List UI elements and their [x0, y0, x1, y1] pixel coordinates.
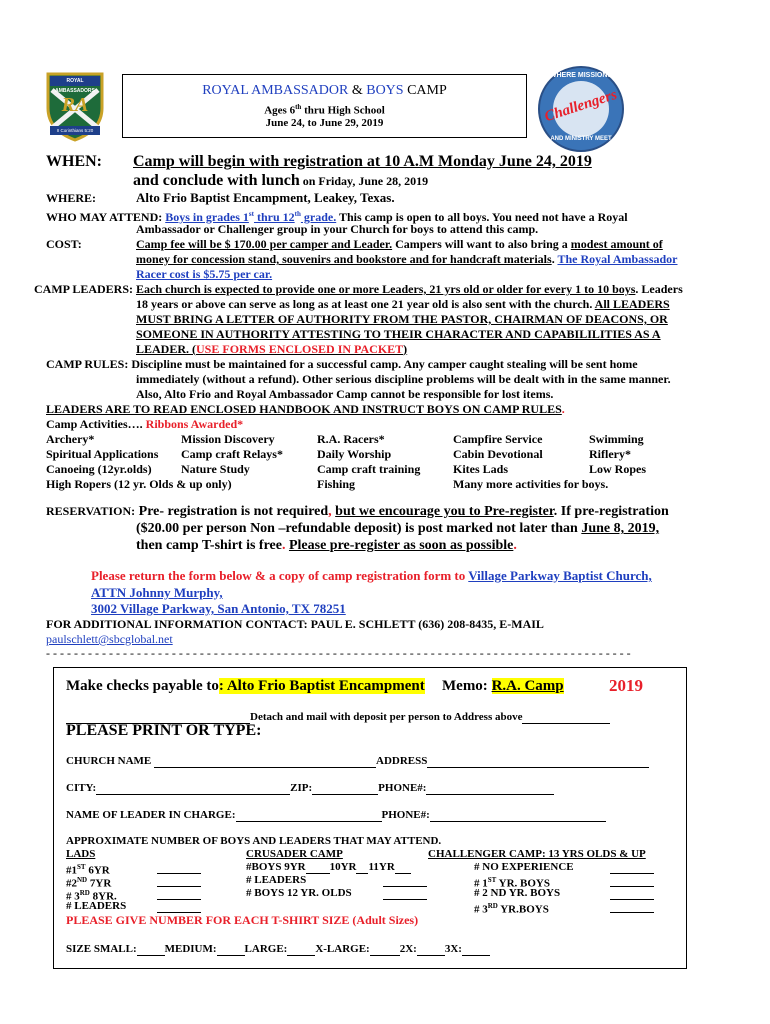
- sizes-row: SIZE SMALL: MEDIUM: LARGE: X-LARGE: 2X: 3X:: [66, 942, 490, 956]
- lads-count-field[interactable]: [157, 899, 201, 913]
- rules-line2: immediately (without a refund). Other serious discipline problems will be dealt with in the same manner.: [136, 372, 671, 386]
- size-xlarge-field[interactable]: [370, 955, 400, 956]
- reservation-line1: RESERVATION: Pre- registration is not required, but we encourage you to Pre-register. If pre-registration: [46, 504, 669, 519]
- challenger-header: CHALLENGER CAMP: 13 YRS OLDS & UP: [428, 848, 646, 860]
- challengers-logo: [536, 64, 626, 154]
- address-field[interactable]: [427, 767, 649, 768]
- lads-header: LADS: [66, 848, 96, 860]
- who-line1: WHO MAY ATTEND: Boys in grades 1st thru 12th grade. This camp is open to all boys. You need not have a Royal: [46, 210, 628, 224]
- leader-name-field[interactable]: [236, 821, 382, 822]
- leader-phone-field[interactable]: [430, 821, 606, 822]
- city-zip-phone-row: CITY: ZIP: PHONE#:: [66, 781, 554, 795]
- who-line2: Ambassador or Challenger group in your Church for boys to attend this camp.: [136, 222, 539, 236]
- rules-handbook: LEADERS ARE TO READ ENCLOSED HANDBOOK AND INSTRUCT BOYS ON CAMP RULES.: [46, 402, 565, 416]
- when-line2: and conclude with lunch on Friday, June 28, 2019: [133, 172, 429, 189]
- rules-line3: Also, Alto Frio and Royal Ambassador Camp cannot be responsible for lost items.: [136, 387, 554, 401]
- size-3x-field[interactable]: [462, 955, 490, 956]
- leaders-line4: SOMEONE IN AUTHORITY ATTESTING TO THEIR CHARACTER AND CAPABILILITIES AS A: [136, 327, 661, 341]
- cost-label: COST:: [46, 237, 82, 251]
- lads-row: # 3RD 8YR.: [66, 889, 117, 903]
- return-address: 3002 Village Parkway, San Antonio, TX 78251: [91, 601, 346, 616]
- rules-line1: CAMP RULES: Discipline must be maintained for a successful camp. Any camper caught stealing will be sent home: [46, 357, 638, 371]
- logo-right-script: Challengers: [542, 86, 619, 126]
- memo-line: Memo: R.A. Camp: [442, 678, 564, 694]
- reservation-line3: then camp T-shirt is free. Please pre-register as soon as possible.: [136, 538, 517, 553]
- challenger-count-field[interactable]: [610, 886, 654, 900]
- form-year: 2019: [609, 676, 643, 695]
- contact-email[interactable]: paulschlett@sbcglobal.net: [46, 632, 173, 646]
- phone-field[interactable]: [426, 794, 554, 795]
- logo-right-top-text: WHERE MISSIONS: [549, 72, 613, 79]
- lads-count-field[interactable]: [157, 873, 201, 887]
- return-line2: ATTN Johnny Murphy,: [91, 585, 223, 600]
- lads-count-field[interactable]: [157, 860, 201, 874]
- tshirt-heading: PLEASE GIVE NUMBER FOR EACH T-SHIRT SIZE (Adult Sizes): [66, 913, 419, 927]
- where-label: WHERE:: [46, 191, 97, 205]
- crusader-row: #BOYS 9YR 10YR 11YR: [246, 860, 411, 874]
- reservation-line2: ($20.00 per person Non –refundable deposit) is post marked not later than June 8, 2019,: [136, 521, 660, 536]
- when-label: WHEN:: [46, 153, 102, 170]
- size-small-field[interactable]: [137, 955, 165, 956]
- logo-left-bottom-text: II Corinthians 5:20: [56, 128, 94, 133]
- challenger-row: # 1ST YR. BOYS: [474, 876, 550, 890]
- crusader-row: # BOYS 12 YR. OLDS: [246, 887, 352, 899]
- zip-field[interactable]: [312, 794, 378, 795]
- size-large-field[interactable]: [287, 955, 315, 956]
- challenger-count-field[interactable]: [610, 899, 654, 913]
- challenger-row: # NO EXPERIENCE: [474, 861, 574, 873]
- crusader-row: # LEADERS: [246, 874, 307, 886]
- church-name-field[interactable]: [154, 767, 376, 768]
- challenger-count-field[interactable]: [610, 873, 654, 887]
- activities-title: Camp Activities…. Ribbons Awarded*: [46, 417, 244, 431]
- cost-line1: Camp fee will be $ 170.00 per camper and Leader. Campers will want to also bring a modest amount of: [136, 237, 663, 251]
- lads-row: #1ST 6YR: [66, 863, 110, 877]
- crusader-header: CRUSADER CAMP: [246, 848, 343, 860]
- crusader-count-field[interactable]: [383, 873, 427, 887]
- where-text: Alto Frio Baptist Encampment, Leakey, Texas.: [136, 190, 395, 205]
- when-line1: Camp will begin with registration at 10 A.M Monday June 24, 2019: [133, 153, 592, 170]
- lads-row: #2ND 7YR: [66, 876, 112, 890]
- detach-line: Detach and mail with deposit per person to Address above: [66, 710, 610, 724]
- leaders-line5: LEADER. (USE FORMS ENCLOSED IN PACKET): [136, 342, 408, 356]
- logo-left-letters: RA: [61, 94, 89, 116]
- crusader-count-field[interactable]: [383, 886, 427, 900]
- leaders-line3: MUST BRING A LETTER OF AUTHORITY FROM THE PASTOR, CHAIRMAN OF DEACONS, OR: [136, 312, 668, 326]
- challenger-count-field[interactable]: [610, 860, 654, 874]
- leaders-line1: CAMP LEADERS: Each church is expected to provide one or more Leaders, 21 yrs old or older for every 1 to 10 boys. Leaders: [34, 282, 683, 296]
- lads-row: # LEADERS: [66, 900, 127, 912]
- royal-ambassadors-logo: [44, 68, 106, 142]
- cut-line: - - - - - - - - - - - - - - - - - - - - - - - - - - - - - - - - - - - - - - - - - - - - - - - - - - - - - - - - - - - - - - - - - - - - - - - - - - - - - - - - - - - -: [46, 646, 631, 660]
- dates-line: June 24, to June 29, 2019: [265, 117, 384, 129]
- size-medium-field[interactable]: [217, 955, 245, 956]
- church-address-row: CHURCH NAME ADDRESS: [66, 754, 649, 768]
- print-heading: PLEASE PRINT OR TYPE:: [66, 722, 262, 739]
- leaders-line2: 18 years or above can serve as long as at least one 21 year old is also sent with the church. All LEADERS: [136, 297, 670, 311]
- city-field[interactable]: [96, 794, 290, 795]
- contact-line: FOR ADDITIONAL INFORMATION CONTACT: PAUL E. SCHLETT (636) 208-8435, E-MAIL: [46, 617, 544, 631]
- lads-count-field[interactable]: [157, 886, 201, 900]
- approx-line: APPROXIMATE NUMBER OF BOYS AND LEADERS THAT MAY ATTEND.: [66, 835, 442, 847]
- cost-line3: Racer cost is $5.75 per car.: [136, 267, 273, 281]
- challenger-row: # 2 ND YR. BOYS: [474, 887, 561, 899]
- page-title: ROYAL AMBASSADOR & BOYS CAMP: [202, 83, 447, 98]
- logo-right-bottom-text: AND MINISTRY MEET: [550, 136, 612, 142]
- logo-left-top-text: ROYAL AMBASSADORS: [55, 78, 95, 94]
- cost-line2: money for concession stand, souvenirs and bookstore and for handcraft materials. The Royal Ambassador: [136, 252, 678, 266]
- challenger-row: # 3RD YR.BOYS: [474, 902, 549, 916]
- checks-line: Make checks payable to: Alto Frio Baptist Encampment: [66, 678, 425, 694]
- size-2x-field[interactable]: [417, 955, 445, 956]
- ages-line: Ages 6th thru High School: [264, 103, 385, 117]
- return-line1: Please return the form below & a copy of camp registration form to Village Parkway Baptist Church,: [91, 568, 652, 583]
- leader-phone-row: NAME OF LEADER IN CHARGE: PHONE#:: [66, 808, 606, 822]
